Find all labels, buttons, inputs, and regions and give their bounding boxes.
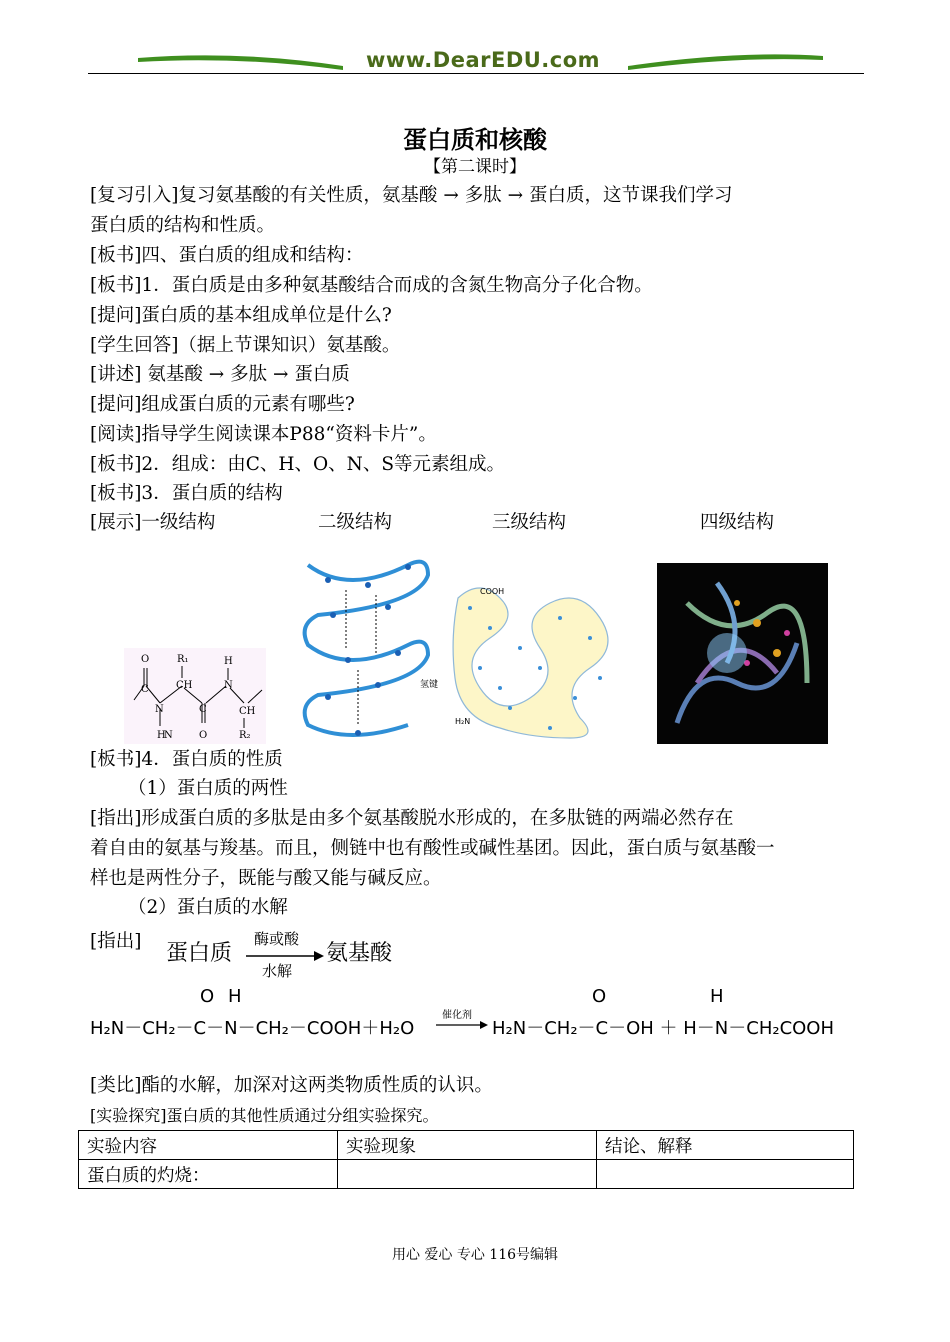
hydrolysis-equation bbox=[90, 986, 850, 1046]
text-line: 着自由的氨基与羧基。而且，侧链中也有酸性或碱性基团。因此，蛋白质与氨基酸一 bbox=[90, 838, 775, 859]
condition-bottom: 水解 bbox=[262, 962, 293, 980]
hydrogen-bond-annotation: 氢键 bbox=[420, 680, 439, 690]
table-cell bbox=[338, 1160, 597, 1189]
text-line: [讲述] 氨基酸 → 多肽 → 蛋白质 bbox=[90, 364, 350, 385]
quaternary-structure-image bbox=[657, 563, 828, 744]
text-line: [实验探究]蛋白质的其他性质通过分组实验探究。 bbox=[90, 1106, 439, 1125]
site-logo[interactable]: www.DearEDU.com bbox=[365, 48, 601, 72]
text-line: [学生回答]（据上节课知识）氨基酸。 bbox=[90, 335, 401, 356]
text-line: [板书]2．组成：由C、H、O、N、S等元素组成。 bbox=[90, 454, 506, 475]
condition-top: 酶或酸 bbox=[254, 930, 300, 948]
equation-mark: H bbox=[710, 986, 724, 1007]
equation-catalyst: 催化剂 bbox=[442, 1010, 472, 1021]
structure-label-tertiary: 三级结构 bbox=[492, 512, 567, 533]
h2n-label: H₂N bbox=[455, 717, 471, 726]
text-line: 蛋白质的结构和性质。 bbox=[90, 215, 276, 236]
text-line: [复习引入]复习氨基酸的有关性质，氨基酸 → 多肽 → 蛋白质，这节课我们学习 bbox=[90, 185, 733, 206]
atom-label: O bbox=[141, 654, 150, 665]
atom-label: O bbox=[199, 730, 208, 741]
atom-label: N bbox=[224, 680, 233, 691]
atom-label: R₁ bbox=[177, 654, 189, 665]
primary-structure-image bbox=[124, 648, 266, 744]
text-line: [提问]组成蛋白质的元素有哪些? bbox=[90, 394, 355, 415]
equation-mark: H bbox=[228, 986, 242, 1007]
page-subtitle: 【第二课时】 bbox=[424, 157, 526, 177]
table-header-cell: 实验现象 bbox=[338, 1131, 597, 1160]
table-header-row bbox=[79, 1131, 854, 1160]
text-line: [板书]1．蛋白质是由多种氨基酸结合而成的含氮生物高分子化合物。 bbox=[90, 275, 653, 296]
text-line: [提问]蛋白质的基本组成单位是什么? bbox=[90, 305, 392, 326]
atom-label: C bbox=[199, 704, 207, 715]
table-header-cell: 实验内容 bbox=[79, 1131, 338, 1160]
reactant-protein: 蛋白质 bbox=[166, 941, 233, 966]
table-cell bbox=[597, 1160, 854, 1189]
text-line: [板书]四、蛋白质的组成和结构： bbox=[90, 245, 364, 266]
text-line: （1）蛋白质的两性 bbox=[128, 778, 288, 799]
hydrolysis-scheme bbox=[166, 928, 406, 980]
atom-label: CH bbox=[176, 680, 193, 691]
tertiary-structure-image bbox=[450, 578, 630, 744]
equation-left: H₂N－CH₂－C－N－CH₂－COOH＋H₂O bbox=[90, 1018, 415, 1039]
structure-label-quaternary: 四级结构 bbox=[700, 512, 775, 533]
table-row bbox=[79, 1160, 854, 1189]
equation-mark: O bbox=[200, 986, 215, 1007]
experiment-table bbox=[78, 1130, 854, 1189]
page-title: 蛋白质和核酸 bbox=[403, 125, 547, 154]
text-line: [指出]形成蛋白质的多肽是由多个氨基酸脱水形成的，在多肽链的两端必然存在 bbox=[90, 808, 734, 829]
product-amino-acid: 氨基酸 bbox=[326, 941, 393, 966]
atom-label: N bbox=[155, 704, 164, 715]
atom-label: H bbox=[224, 656, 233, 667]
equation-mark: O bbox=[592, 986, 607, 1007]
hydrolysis-prefix: [指出] bbox=[90, 931, 142, 952]
cooh-label: COOH bbox=[480, 587, 505, 596]
atom-label: C bbox=[141, 684, 149, 695]
text-line: [板书]3．蛋白质的结构 bbox=[90, 483, 283, 504]
atom-label: CH bbox=[239, 706, 256, 717]
text-line: [板书]4．蛋白质的性质 bbox=[90, 749, 283, 770]
atom-label: R₂ bbox=[239, 730, 251, 741]
text-line: [阅读]指导学生阅读课本P88“资料卡片”。 bbox=[90, 424, 437, 445]
structure-label-secondary: 二级结构 bbox=[318, 512, 393, 533]
atom-label: H bbox=[157, 730, 166, 741]
equation-right: H₂N－CH₂－C－OH ＋ H－N－CH₂COOH bbox=[492, 1018, 835, 1039]
equation-arrow bbox=[436, 1020, 490, 1030]
atom-label: N bbox=[164, 730, 173, 741]
structure-label-primary: [展示]一级结构 bbox=[90, 512, 216, 533]
text-line: 样也是两性分子，既能与酸又能与碱反应。 bbox=[90, 868, 442, 889]
header-rule bbox=[88, 73, 864, 74]
table-cell: 蛋白质的灼烧： bbox=[79, 1160, 338, 1189]
page-header bbox=[88, 40, 864, 80]
text-line: [类比]酯的水解，加深对这两类物质性质的认识。 bbox=[90, 1075, 493, 1096]
text-line: （2）蛋白质的水解 bbox=[128, 897, 288, 918]
page-footer: 用心 爱心 专心 116号编辑 bbox=[391, 1247, 559, 1263]
secondary-structure-image bbox=[288, 545, 448, 743]
table-header-cell: 结论、解释 bbox=[597, 1131, 854, 1160]
